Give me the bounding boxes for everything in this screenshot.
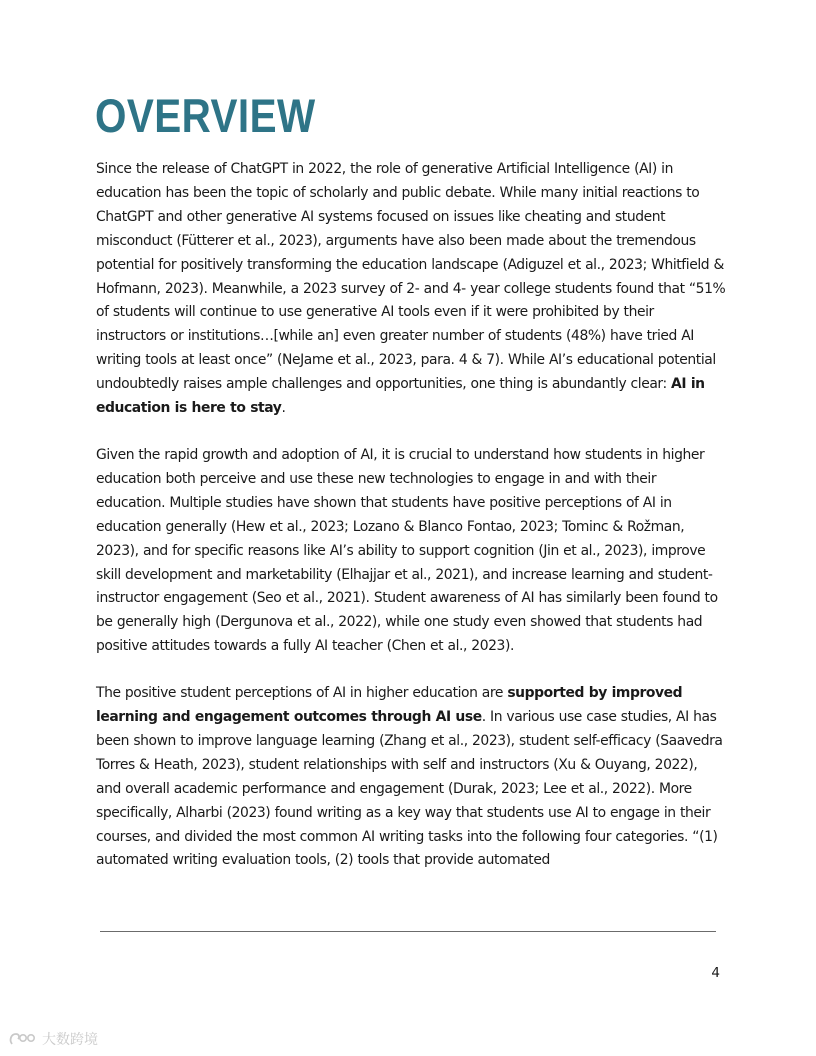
paragraph-learning-outcomes bbox=[96, 682, 726, 873]
text-run: . In various use case studies, AI has been shown to improve language learning (Zhang et al., 2023), student self-efficacy (Saavedra Torres & Heath, 2023), student relationships with self and instructors (Xu & Ouyang, 2022), and overall academic performance and engagement (Durak, 2023; Lee et al., 2022). More specifically, Alharbi (2023) found writing as a key way that students use AI to engage in their courses, and divided the most common AI writing tasks into the following four categories. “(1) automated writing evaluation tools, (2) tools that provide automated bbox=[96, 709, 723, 869]
page-number: 4 bbox=[711, 965, 720, 981]
watermark-text: 大数跨境 bbox=[42, 1032, 98, 1048]
emphasis-text: AI in education is here to stay bbox=[96, 376, 705, 417]
brand-logo-icon bbox=[8, 1030, 38, 1048]
text-run: Since the release of ChatGPT in 2022, the role of generative Artificial Intelligence (AI) in education has been the topic of scholarly and public debate. While many initial reactions to ChatGPT and other generative AI systems focused on issues like cheating and student misconduct (Fütterer et al., 2023), arguments have also been made about the tremendous potential for positively transforming the education landscape (Adiguzel et al., 2023; Whitfield & Hofmann, 2023). Meanwhile, a 2023 survey of 2- and 4- year college students found that “51% of students will continue to use generative AI tools even if it were prohibited by their instructors or institutions…[while an] even greater number of students (48%) have tried AI writing tools at least once” (NeJame et al., 2023, para. 4 & 7). While AI’s educational potential undoubtedly raises ample challenges and opportunities, one thing is abundantly clear: bbox=[96, 161, 726, 393]
document-body bbox=[96, 158, 726, 896]
emphasis-text: supported by improved learning and engagement outcomes through AI use bbox=[96, 685, 683, 726]
paragraph-student-perceptions bbox=[96, 444, 726, 659]
footer-divider bbox=[100, 931, 716, 932]
paragraph-overview-intro bbox=[96, 158, 726, 421]
text-run: Given the rapid growth and adoption of AI, it is crucial to understand how students in higher education both perceive and use these new technologies to engage in and with their education. Multiple studies have shown that students have positive perceptions of AI in education generally (Hew et al., 2023; Lozano & Blanco Fontao, 2023; Tominc & Rožman, 2023), and for specific reasons like AI’s ability to support cognition (Jin et al., 2023), improve skill development and marketability (Elhajjar et al., 2021), and increase learning and student-instructor engagement (Seo et al., 2021). Student awareness of AI has similarly been found to be generally high (Dergunova et al., 2022), while one study even showed that students had positive attitudes towards a fully AI teacher (Chen et al., 2023). bbox=[96, 446, 718, 655]
text-run: The positive student perceptions of AI in higher education are bbox=[96, 685, 508, 702]
watermark bbox=[8, 1027, 98, 1051]
text-run: . bbox=[281, 400, 286, 417]
page-title: OVERVIEW bbox=[95, 89, 316, 142]
